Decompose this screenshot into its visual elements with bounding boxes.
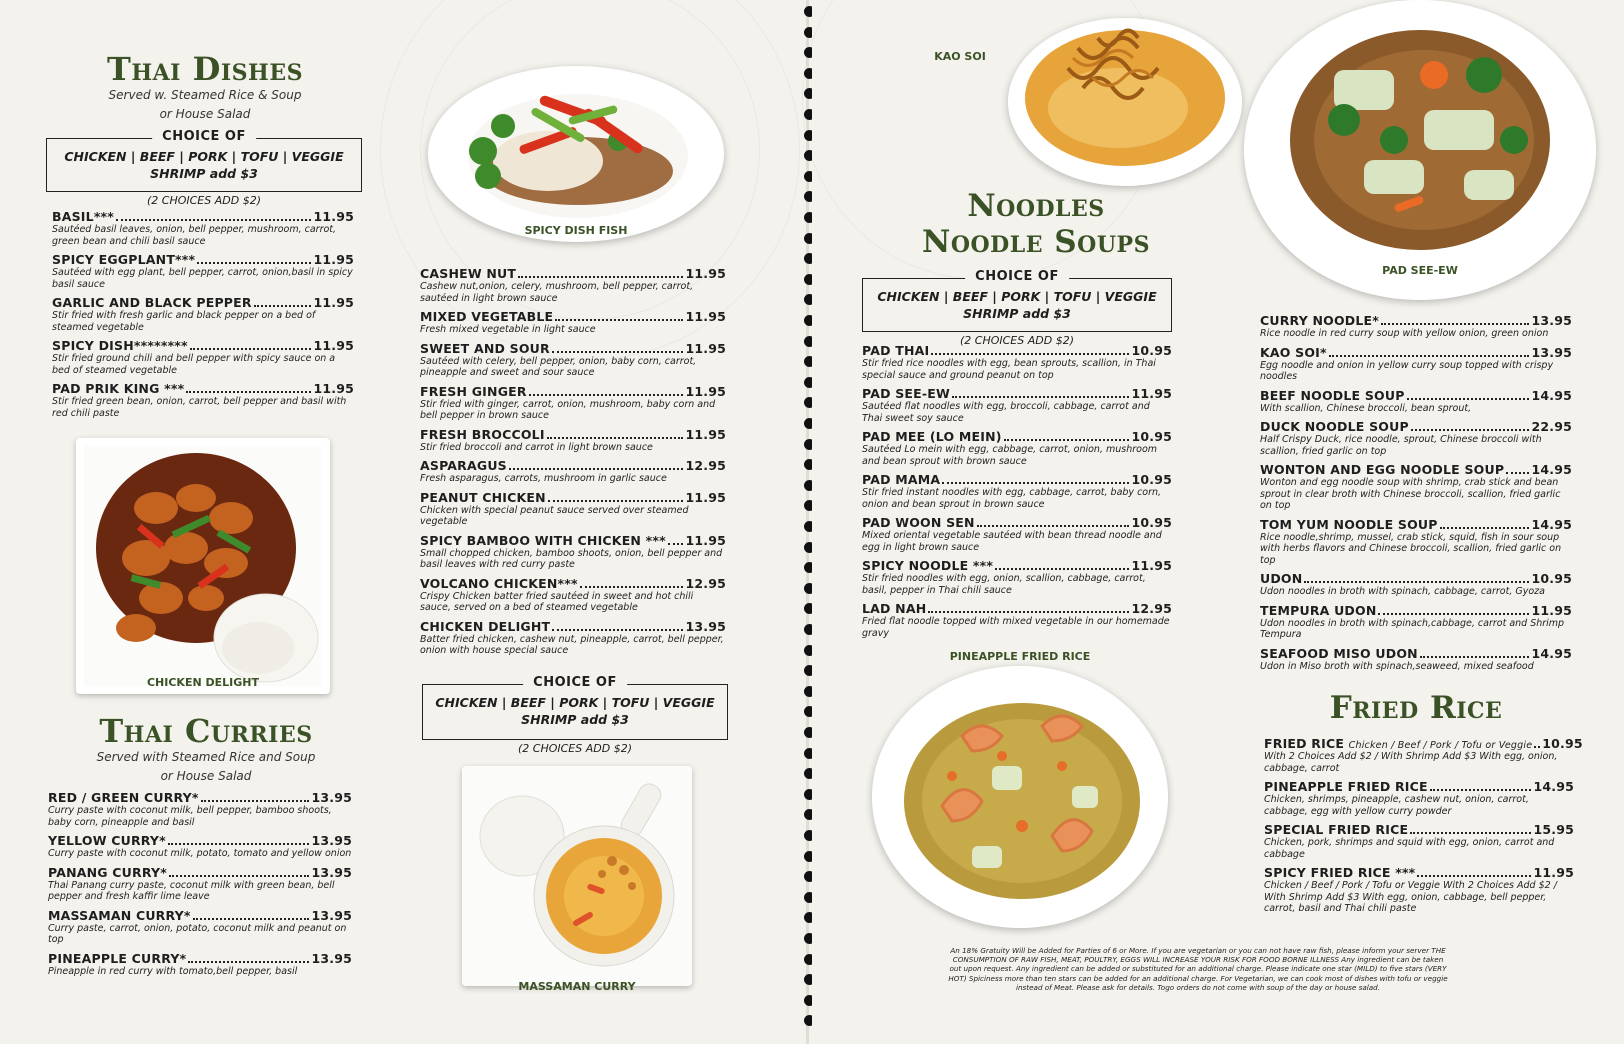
item-name: SPICY DISH******** — [52, 338, 188, 353]
item-description: Sautéed with egg plant, bell pepper, carrot, onion,basil in spicy basil sauce — [52, 267, 353, 290]
kao-soi-photo — [1008, 18, 1242, 186]
section-subtitle — [60, 86, 350, 124]
leader-dots — [186, 391, 311, 393]
photo-caption: PAD SEE-EW — [1382, 264, 1458, 277]
subtitle-line: Served w. Steamed Rice & Soup — [108, 88, 302, 102]
leader-dots — [942, 482, 1129, 484]
massaman-curry-photo — [462, 766, 692, 986]
leader-dots — [1378, 613, 1529, 615]
leader-dots — [190, 348, 312, 350]
menu-item — [420, 341, 726, 379]
item-price: 22.95 — [1531, 419, 1572, 434]
leader-dots — [1004, 439, 1130, 441]
item-description: Stir fried with fresh garlic and black pepper on a bed of steamed vegetable — [52, 310, 316, 333]
choice-of-box — [46, 129, 362, 207]
menu-item — [1260, 388, 1572, 415]
menu-item — [48, 790, 352, 828]
item-name: WONTON AND EGG NOODLE SOUP — [1260, 462, 1505, 477]
leader-dots — [518, 276, 683, 278]
leader-dots — [1381, 323, 1529, 325]
pineapple-fried-rice-photo — [872, 666, 1168, 928]
leader-dots — [1440, 527, 1530, 529]
subtitle-line: or House Salad — [159, 107, 251, 121]
item-price: 13.95 — [311, 864, 352, 880]
item-name: FRIED RICE — [1264, 736, 1345, 751]
item-price: 13.95 — [311, 950, 352, 966]
menu-item — [48, 865, 352, 903]
item-description: Stir fried ground chili and bell pepper with spicy sauce on a bed of steamed vegetable — [52, 353, 336, 376]
item-description: Stir fried green bean, onion, carrot, bell pepper and basil with red chili paste — [52, 396, 347, 419]
item-price: 13.95 — [311, 790, 352, 805]
item-description: Chicken / Beef / Pork / Tofu or Veggie With 2 Choices Add $2 / With Shrimp Add $3 With egg, onion, cabbage, bell pepper, carrot, basil and Thai chili paste — [1264, 880, 1557, 914]
item-name: PINEAPPLE CURRY* — [48, 950, 187, 966]
leader-dots — [169, 875, 309, 877]
right-page — [812, 0, 1624, 1044]
title-line: Noodle Soups — [922, 224, 1150, 260]
leader-dots — [1420, 656, 1530, 658]
food-illustration — [872, 666, 1168, 928]
menu-item — [52, 381, 354, 419]
choice-options: CHICKEN | BEEF | PORK | TOFU | VEGGIE — [435, 695, 715, 710]
choice-shrimp: SHRIMP add $3 — [150, 166, 258, 181]
item-name: RED / GREEN CURRY* — [48, 790, 199, 805]
leader-dots — [548, 500, 684, 502]
menu-item — [48, 833, 352, 860]
item-name: TEMPURA UDON — [1260, 602, 1377, 618]
section-title-fried-rice: Fried Rice — [1329, 690, 1503, 726]
leader-dots — [1410, 832, 1531, 834]
leader-dots — [509, 468, 684, 470]
menu-item — [1264, 865, 1574, 915]
item-price: 11.95 — [685, 426, 726, 442]
item-description: Udon in Miso broth with spinach,seaweed, mixed seafood — [1260, 660, 1534, 672]
leader-dots — [193, 918, 310, 920]
item-description: Stir fried noodles with egg, onion, scallion, cabbage, carrot, basil, pepper in Thai chili sauce — [862, 573, 1146, 596]
menu-item — [420, 576, 726, 614]
choice-add: (2 CHOICES ADD $2) — [517, 742, 632, 755]
item-price: 11.95 — [685, 489, 726, 505]
menu-item — [1260, 313, 1572, 340]
food-illustration — [1008, 18, 1242, 186]
menu-item — [420, 458, 726, 485]
food-illustration — [76, 438, 330, 694]
item-price: 14.95 — [1531, 462, 1572, 477]
menu-item — [1260, 462, 1572, 512]
menu-item — [862, 472, 1172, 510]
menu-item — [862, 515, 1172, 553]
item-price: 11.95 — [313, 338, 354, 353]
item-description: Pineapple in red curry with tomato,bell pepper, basil — [48, 965, 298, 977]
item-price: 13.95 — [311, 907, 352, 923]
item-name: SPECIAL FRIED RICE — [1264, 822, 1409, 837]
menu-item — [420, 533, 726, 571]
leader-dots — [197, 262, 311, 264]
menu-item — [48, 908, 352, 946]
item-name: DUCK NOODLE SOUP — [1260, 419, 1409, 434]
item-name: TOM YUM NOODLE SOUP — [1260, 516, 1438, 532]
leader-dots — [1417, 875, 1531, 877]
item-name: PAD WOON SEN — [862, 515, 975, 530]
item-name: UDON — [1260, 571, 1303, 586]
menu-list-noodles — [862, 343, 1172, 644]
item-price: 11.95 — [685, 266, 726, 281]
photo-caption: CHICKEN DELIGHT — [146, 676, 259, 689]
choice-add: (2 CHOICES ADD $2) — [146, 194, 261, 207]
leader-dots — [668, 543, 684, 545]
leader-dots — [1411, 429, 1530, 431]
item-price: 10.95 — [1131, 472, 1172, 487]
section-title-noodles — [860, 188, 1212, 260]
item-name: BEEF NOODLE SOUP — [1260, 387, 1405, 403]
pad-see-ew-photo — [1244, 0, 1596, 300]
subtitle-line: Served with Steamed Rice and Soup — [96, 750, 316, 764]
item-name: LAD NAH — [862, 601, 927, 616]
item-name: SPICY NOODLE *** — [862, 558, 994, 573]
item-description: Chicken, pork, shrimps and squid with egg, onion, carrot and cabbage — [1264, 837, 1555, 860]
photo-caption: MASSAMAN CURRY — [518, 980, 636, 993]
item-description: Rice noodle in red curry soup with yellow onion, green onion — [1260, 328, 1549, 339]
item-description: Sautéed with celery, bell pepper, onion, baby corn, carrot, pineapple and sweet and sour sauce — [420, 355, 697, 378]
item-description: Udon noodles in broth with spinach,cabbage, carrot and Shrimp Tempura — [1260, 617, 1565, 640]
item-description: Egg noodle and onion in yellow curry soup topped with crispy noodles — [1260, 359, 1554, 382]
item-price: 10.95 — [1131, 343, 1172, 358]
photo-caption: SPICY DISH FISH — [524, 224, 628, 237]
item-description: Chicken with special peanut sauce served over steamed vegetable — [420, 504, 689, 527]
item-price: 13.95 — [311, 833, 352, 848]
section-title-thai-curries: Thai Curries — [99, 712, 313, 750]
footer-disclaimer: An 18% Gratuity Will be Added for Parties of 6 or More. If you are vegetarian or you can not have raw fish, please inform your server THE CONSUMPTION OF RAW FISH, MEAT, POULTRY, EGGS WILL INCREASE YOUR RISK FOR FOOD BORNE ILLNESS Any ingredient can be taken out upon request. Any ingredient can be added or substituted for an additional charge. Please indicate one star (MILD) to five stars (VERY HOT) Spiciness more than ten stars can be added for an additional charge. For Vegetarian, we can cook most of dishes with tofu or veggie instead of Meat. Please ask for details. Togo orders do not come with soup of the day or house salad. — [948, 946, 1448, 992]
item-name: CHICKEN DELIGHT — [420, 618, 551, 634]
item-name: FRESH GINGER — [420, 383, 527, 399]
menu-item — [52, 338, 354, 376]
menu-item — [420, 266, 726, 304]
item-name: GARLIC AND BLACK PEPPER — [52, 295, 252, 310]
leader-dots — [1506, 472, 1529, 474]
menu-item — [862, 429, 1172, 467]
food-illustration — [462, 766, 692, 986]
menu-item — [52, 252, 354, 290]
menu-item — [1264, 822, 1574, 860]
leader-dots — [1329, 355, 1530, 357]
item-name: CASHEW NUT — [420, 266, 517, 281]
leader-dots — [529, 394, 684, 396]
menu-item — [420, 427, 726, 454]
item-name: PAD THAI — [862, 343, 930, 358]
item-price: 12.95 — [685, 458, 726, 473]
leader-dots — [1304, 581, 1529, 583]
menu-item — [420, 619, 726, 657]
choice-title: CHOICE OF — [965, 269, 1069, 284]
item-price: 11.95 — [1131, 386, 1172, 401]
choice-options: CHICKEN | BEEF | PORK | TOFU | VEGGIE — [64, 149, 344, 164]
item-price: 10.95 — [1542, 736, 1583, 751]
item-description: Stir fried rice noodles with egg, bean sprouts, scallion, in Thai special sauce and ground peanut on top — [862, 358, 1156, 381]
menu-list-noodle-soups — [1260, 313, 1572, 677]
leader-dots — [168, 843, 310, 845]
item-description: Stir fried instant noodles with egg, cabbage, carrot, baby corn, onion and bean sprout in brown sauce — [862, 487, 1162, 510]
item-price: 10.95 — [1131, 429, 1172, 444]
chicken-delight-photo — [76, 438, 330, 694]
menu-item — [1260, 419, 1572, 457]
item-description: Stir fried broccoli and carrot in light brown sauce — [420, 441, 653, 453]
item-price: 10.95 — [1531, 571, 1572, 586]
item-price: 11.95 — [685, 532, 726, 548]
item-price: 13.95 — [1531, 344, 1572, 360]
menu-item — [1260, 646, 1572, 673]
item-description: Stir fried with ginger, carrot, onion, mushroom, baby corn and bell pepper in brown sauce — [420, 398, 716, 421]
item-description: Curry paste with coconut milk, bell pepper, bamboo shoots, baby corn, pineapple and basil — [48, 805, 332, 828]
item-price: 14.95 — [1531, 645, 1572, 661]
item-description: Mixed oriental vegetable sautéed with bean thread noodle and egg in light brown sauce — [862, 530, 1162, 553]
title-line: Noodles — [967, 188, 1105, 224]
menu-list-thai-dishes-2 — [420, 266, 726, 662]
food-illustration — [428, 66, 724, 242]
item-description: Fried flat noodle topped with mixed vegetable in our homemade gravy — [862, 616, 1170, 639]
item-name: BASIL*** — [52, 209, 115, 224]
item-price: 11.95 — [313, 295, 354, 310]
leader-dots — [1534, 746, 1540, 748]
menu-item — [1260, 345, 1572, 383]
choice-of-box — [862, 269, 1172, 347]
item-description: Curry paste, carrot, onion, potato, coconut milk and peanut on top — [48, 922, 347, 945]
item-price: 11.95 — [1533, 865, 1574, 880]
item-price: 11.95 — [313, 252, 354, 267]
photo-caption: PINEAPPLE FRIED RICE — [949, 650, 1091, 663]
item-inline-note: Chicken / Beef / Pork / Tofu or Veggie — [1348, 740, 1533, 751]
leader-dots — [995, 568, 1129, 570]
item-description: Fresh asparagus, carrots, mushroom in garlic sauce — [420, 473, 667, 484]
leader-dots — [931, 353, 1129, 355]
item-name: PAD SEE-EW — [862, 386, 951, 401]
menu-list-thai-curries — [48, 790, 352, 982]
item-name: ASPARAGUS — [420, 458, 507, 473]
item-price: 11.95 — [685, 309, 726, 324]
item-description: Crispy Chicken batter fried sautéed in sweet and hot chili sauce, served on a bed of steamed vegetable — [420, 590, 694, 613]
leader-dots — [547, 437, 684, 439]
item-description: Cashew nut,onion, celery, mushroom, bell pepper, carrot, sautéed in light brown sauce — [420, 281, 694, 304]
item-price: 14.95 — [1533, 779, 1574, 794]
choice-add: (2 CHOICES ADD $2) — [959, 334, 1074, 347]
item-price: 11.95 — [1531, 602, 1572, 618]
section-subtitle — [46, 748, 366, 786]
choice-options: CHICKEN | BEEF | PORK | TOFU | VEGGIE — [877, 289, 1157, 304]
choice-shrimp: SHRIMP add $3 — [521, 712, 629, 727]
leader-dots — [116, 219, 311, 221]
item-description: Wonton and egg noodle soup with shrimp, crab stick and bean sprout in clear broth with Chinese broccoli, scallion, fried garlic on top — [1260, 477, 1561, 511]
item-price: 11.95 — [685, 383, 726, 399]
item-price: 11.95 — [685, 340, 726, 356]
item-description: Sautéed flat noodles with egg, broccoli, cabbage, carrot and Thai sweet soy sauce — [862, 401, 1150, 424]
item-price: 14.95 — [1531, 387, 1572, 403]
spicy-dish-fish-photo — [428, 66, 724, 242]
item-description: Sautéed Lo mein with egg, cabbage, carrot, onion, mushroom and bean sprout with brown sauce — [862, 444, 1158, 467]
menu-item — [420, 490, 726, 528]
item-name: VOLCANO CHICKEN*** — [420, 575, 578, 591]
item-price: 11.95 — [313, 209, 354, 224]
leader-dots — [188, 961, 309, 963]
item-name: PANANG CURRY* — [48, 864, 167, 880]
item-description: Batter fried chicken, cashew nut, pineapple, carrot, bell pepper, onion with house special sauce — [420, 633, 724, 656]
item-name: PAD MEE (LO MEIN) — [862, 429, 1002, 444]
item-price: 13.95 — [1531, 313, 1572, 328]
leader-dots — [552, 629, 683, 631]
leader-dots — [555, 319, 683, 321]
item-price: 12.95 — [1131, 601, 1172, 616]
item-description: Half Crispy Duck, rice noodle, sprout, Chinese broccoli with scallion, fried garlic on top — [1260, 434, 1542, 457]
item-description: With 2 Choices Add $2 / With Shrimp Add $3 With egg, onion, cabbage, carrot — [1264, 751, 1558, 774]
item-price: 15.95 — [1533, 822, 1574, 837]
item-description: Fresh mixed vegetable in light sauce — [420, 324, 596, 335]
item-price: 11.95 — [1131, 558, 1172, 573]
subtitle-line: or House Salad — [160, 769, 252, 783]
item-description: Small chopped chicken, bamboo shoots, onion, bell pepper and basil leaves with red curry paste — [420, 547, 723, 570]
choice-title: CHOICE OF — [152, 129, 256, 144]
item-description: Udon noodles in broth with spinach, cabbage, carrot, Gyoza — [1260, 586, 1545, 597]
menu-item — [1260, 571, 1572, 598]
leader-dots — [977, 525, 1130, 527]
leader-dots — [201, 800, 310, 802]
menu-item — [1260, 603, 1572, 641]
menu-item — [862, 601, 1172, 639]
menu-item — [48, 951, 352, 978]
item-name: MASSAMAN CURRY* — [48, 907, 191, 923]
item-name: PAD PRIK KING *** — [52, 381, 185, 396]
section-title-thai-dishes: Thai Dishes — [107, 50, 303, 88]
leader-dots — [952, 396, 1129, 398]
item-price: 13.95 — [685, 618, 726, 634]
item-name: FRESH BROCCOLI — [420, 426, 545, 442]
food-illustration — [1244, 0, 1596, 300]
menu-list-thai-dishes — [52, 209, 354, 424]
item-name: PEANUT CHICKEN — [420, 489, 546, 505]
leader-dots — [552, 351, 684, 353]
menu-item — [862, 343, 1172, 381]
menu-item — [862, 558, 1172, 596]
item-description: Sautéed basil leaves, onion, bell pepper, mushroom, carrot, green bean and chili basil sauce — [52, 224, 337, 247]
item-description: Thai Panang curry paste, coconut milk with green bean, bell pepper and fresh kaffir lime leave — [48, 879, 335, 902]
item-name: SWEET AND SOUR — [420, 340, 550, 356]
item-price: 14.95 — [1531, 516, 1572, 532]
item-name: SPICY EGGPLANT*** — [52, 252, 196, 267]
menu-item — [420, 384, 726, 422]
menu-item — [862, 386, 1172, 424]
item-price: 11.95 — [313, 381, 354, 396]
item-name: CURRY NOODLE* — [1260, 313, 1380, 328]
photo-caption: KAO SOI — [934, 50, 986, 63]
item-name: SEAFOOD MISO UDON — [1260, 645, 1418, 661]
menu-item — [1260, 517, 1572, 567]
item-description: Curry paste with coconut milk, potato, tomato and yellow onion — [48, 848, 352, 859]
item-name: YELLOW CURRY* — [48, 833, 166, 848]
item-description: Chicken, shrimps, pineapple, cashew nut, onion, carrot, cabbage, egg with yellow curry powder — [1264, 794, 1529, 817]
item-name: PINEAPPLE FRIED RICE — [1264, 779, 1428, 794]
menu-item — [1264, 736, 1583, 774]
item-price: 10.95 — [1131, 515, 1172, 530]
item-description: With scallion, Chinese broccoli, bean sprout, — [1260, 402, 1472, 414]
choice-title: CHOICE OF — [523, 675, 627, 690]
menu-item — [52, 295, 354, 333]
menu-item — [52, 209, 354, 247]
menu-list-fried-rice — [1264, 736, 1583, 920]
item-price: 12.95 — [685, 575, 726, 591]
item-name: KAO SOI* — [1260, 344, 1327, 360]
choice-shrimp: SHRIMP add $3 — [963, 306, 1071, 321]
leader-dots — [254, 305, 312, 307]
item-description: Rice noodle,shrimp, mussel, crab stick, squid, fish in sour soup with herbs flavors and Chinese broccoli, scallion, fried garlic on top — [1260, 531, 1562, 566]
choice-of-box — [422, 675, 728, 755]
item-name: PAD MAMA — [862, 472, 941, 487]
menu-item — [420, 309, 726, 336]
item-name: SPICY FRIED RICE *** — [1264, 865, 1416, 880]
leader-dots — [580, 586, 684, 588]
menu-item — [1264, 779, 1574, 817]
leader-dots — [1430, 789, 1532, 791]
leader-dots — [1407, 398, 1530, 400]
item-name: MIXED VEGETABLE — [420, 309, 554, 324]
leader-dots — [928, 611, 1129, 613]
item-name: SPICY BAMBOO WITH CHICKEN *** — [420, 532, 666, 548]
